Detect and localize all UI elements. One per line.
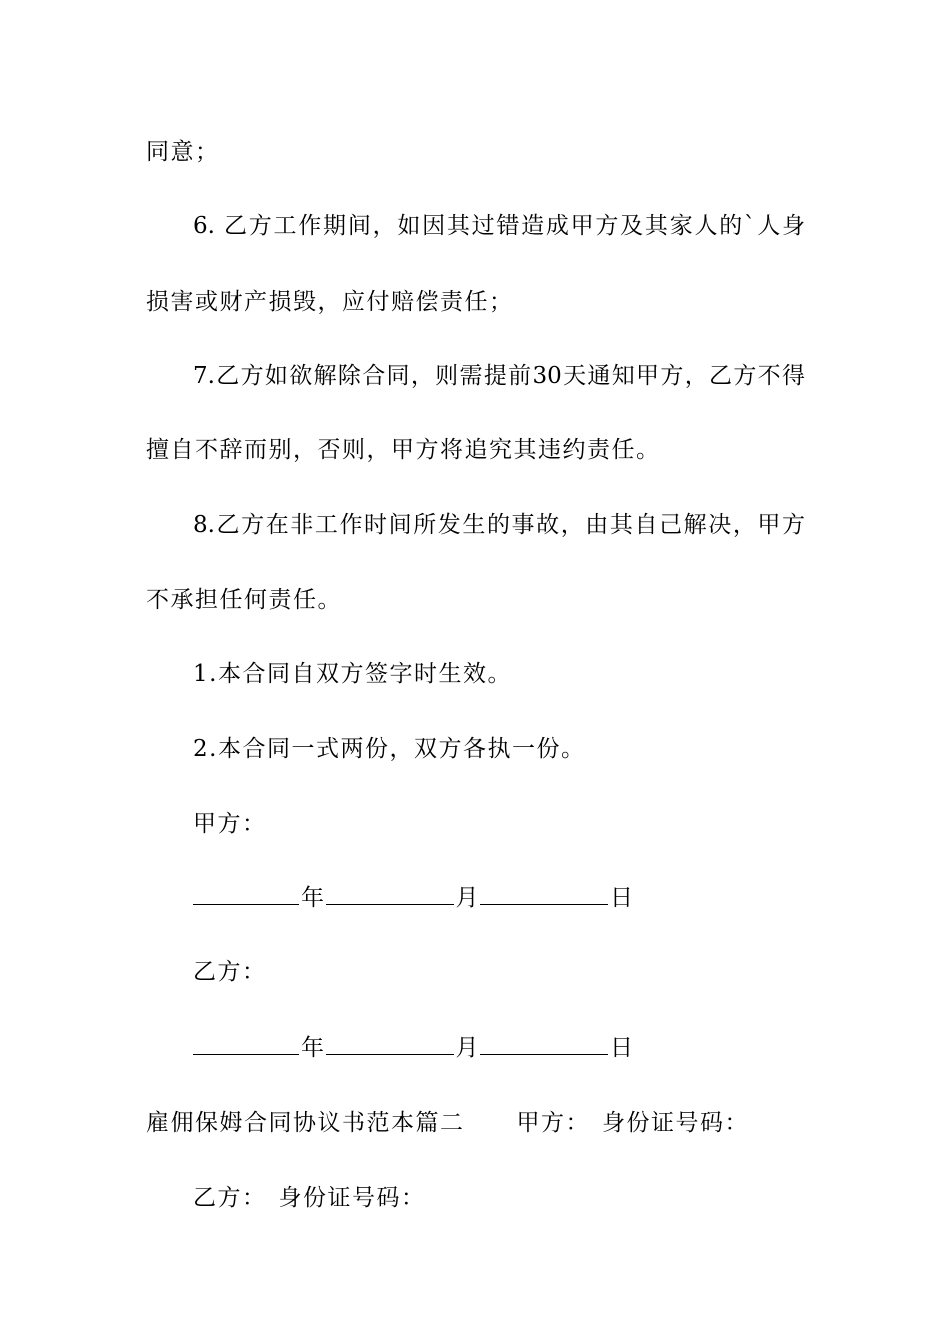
effective-clause: 1.本合同自双方签字时生效。 (193, 661, 512, 687)
copies-clause: 2.本合同一式两份，双方各执一份。 (193, 736, 586, 762)
section-2-title: 雇佣保姆合同协议书范本篇二 (146, 1110, 465, 1136)
date-line-b (193, 1033, 635, 1063)
id-number-label: 身份证号码： (602, 1110, 749, 1136)
clause-8-line-2: 不承担任何责任。 (146, 587, 342, 613)
clause-6-line-1: 6. 乙方工作期间，如因其过错造成甲方及其家人的`人身 (193, 213, 805, 239)
year-blank (193, 1034, 299, 1055)
year-label: 年 (301, 885, 326, 911)
month-blank (326, 884, 454, 905)
party-b-id-line (193, 1183, 426, 1213)
clause-7-line-1: 7.乙方如欲解除合同，则需提前30天通知甲方，乙方不得 (193, 363, 805, 389)
year-blank (193, 884, 299, 905)
day-label: 日 (610, 885, 635, 911)
text-line: 同意； (146, 139, 220, 165)
month-blank (326, 1034, 454, 1055)
id-number-label: 身份证号码： (278, 1185, 426, 1211)
month-label: 月 (455, 1035, 480, 1061)
date-line-a (193, 883, 635, 913)
month-label: 月 (455, 885, 480, 911)
clause-8-line-1: 8.乙方在非工作时间所发生的事故，由其自己解决，甲方 (193, 512, 805, 538)
clause-6-line-2: 损害或财产损毁，应付赔偿责任； (146, 289, 514, 315)
year-label: 年 (301, 1035, 326, 1061)
party-b-label: 乙方： (193, 959, 267, 985)
party-b-label: 乙方： (193, 1185, 267, 1211)
section-2-header-line (146, 1108, 749, 1138)
day-label: 日 (610, 1035, 635, 1061)
party-a-label: 甲方： (193, 811, 267, 837)
clause-7-line-2: 擅自不辞而别，否则，甲方将追究其违约责任。 (146, 437, 661, 463)
day-blank (480, 884, 608, 905)
party-a-label: 甲方： (516, 1110, 590, 1136)
day-blank (480, 1034, 608, 1055)
